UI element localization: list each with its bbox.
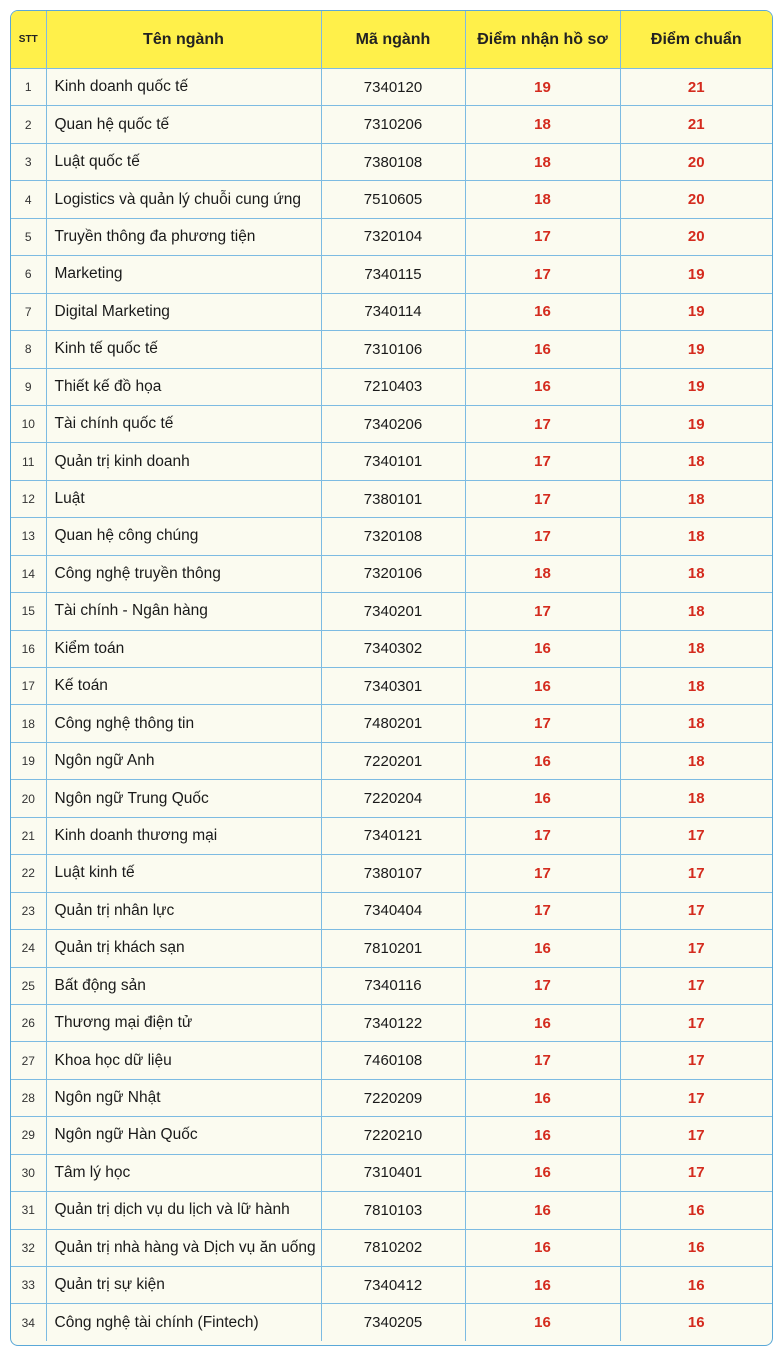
row-min-score: 17	[465, 405, 620, 442]
row-major-code: 7320108	[321, 518, 465, 555]
row-cutoff-score: 16	[620, 1229, 772, 1266]
row-major-name: Quản trị nhà hàng và Dịch vụ ăn uống	[46, 1229, 321, 1266]
row-min-score: 16	[465, 930, 620, 967]
row-stt: 27	[11, 1042, 46, 1079]
table-row	[11, 518, 772, 555]
row-major-name: Bất động sản	[46, 967, 321, 1004]
row-min-score: 17	[465, 218, 620, 255]
row-min-score: 16	[465, 1079, 620, 1116]
row-stt: 20	[11, 780, 46, 817]
row-stt: 21	[11, 817, 46, 854]
row-min-score: 16	[465, 293, 620, 330]
row-major-code: 7810202	[321, 1229, 465, 1266]
table-row	[11, 293, 772, 330]
row-cutoff-score: 18	[620, 630, 772, 667]
row-min-score: 16	[465, 1267, 620, 1304]
row-major-code: 7380107	[321, 855, 465, 892]
row-stt: 1	[11, 69, 46, 106]
row-major-name: Luật	[46, 480, 321, 517]
row-major-name: Ngôn ngữ Nhật	[46, 1079, 321, 1116]
row-major-name: Kinh doanh quốc tế	[46, 69, 321, 106]
row-min-score: 17	[465, 892, 620, 929]
row-min-score: 19	[465, 69, 620, 106]
row-min-score: 16	[465, 1117, 620, 1154]
header-major-name: Tên ngành	[46, 11, 321, 69]
row-major-name: Quản trị sự kiện	[46, 1267, 321, 1304]
row-stt: 29	[11, 1117, 46, 1154]
row-stt: 25	[11, 967, 46, 1004]
row-major-name: Kiểm toán	[46, 630, 321, 667]
row-min-score: 16	[465, 331, 620, 368]
row-min-score: 16	[465, 1154, 620, 1191]
row-cutoff-score: 16	[620, 1267, 772, 1304]
row-stt: 4	[11, 181, 46, 218]
row-major-code: 7310106	[321, 331, 465, 368]
table-row	[11, 1229, 772, 1266]
row-major-name: Quản trị khách sạn	[46, 930, 321, 967]
table-row	[11, 443, 772, 480]
row-major-code: 7220210	[321, 1117, 465, 1154]
table-row	[11, 930, 772, 967]
table-row	[11, 817, 772, 854]
row-stt: 9	[11, 368, 46, 405]
row-major-name: Luật quốc tế	[46, 143, 321, 180]
row-cutoff-score: 17	[620, 1042, 772, 1079]
row-min-score: 17	[465, 817, 620, 854]
table-row	[11, 1042, 772, 1079]
header-stt: STT	[11, 11, 46, 69]
table-row	[11, 668, 772, 705]
row-stt: 30	[11, 1154, 46, 1191]
row-major-name: Thương mại điện tử	[46, 1004, 321, 1041]
header-min-score: Điểm nhận hồ sơ	[465, 11, 620, 69]
row-cutoff-score: 19	[620, 368, 772, 405]
row-major-code: 7340121	[321, 817, 465, 854]
row-major-code: 7340120	[321, 69, 465, 106]
table-row	[11, 593, 772, 630]
row-min-score: 17	[465, 518, 620, 555]
table-row	[11, 555, 772, 592]
row-cutoff-score: 20	[620, 181, 772, 218]
row-major-name: Ngôn ngữ Trung Quốc	[46, 780, 321, 817]
row-cutoff-score: 18	[620, 480, 772, 517]
row-major-name: Quản trị dịch vụ du lịch và lữ hành	[46, 1192, 321, 1229]
row-major-code: 7210403	[321, 368, 465, 405]
table-row	[11, 1154, 772, 1191]
row-major-code: 7460108	[321, 1042, 465, 1079]
row-cutoff-score: 17	[620, 892, 772, 929]
table-row	[11, 218, 772, 255]
row-major-name: Ngôn ngữ Hàn Quốc	[46, 1117, 321, 1154]
row-major-name: Kế toán	[46, 668, 321, 705]
row-stt: 16	[11, 630, 46, 667]
row-stt: 33	[11, 1267, 46, 1304]
table-row	[11, 1004, 772, 1041]
row-min-score: 16	[465, 368, 620, 405]
row-major-name: Logistics và quản lý chuỗi cung ứng	[46, 181, 321, 218]
table-row	[11, 892, 772, 929]
row-cutoff-score: 17	[620, 1117, 772, 1154]
row-major-name: Khoa học dữ liệu	[46, 1042, 321, 1079]
row-major-code: 7340301	[321, 668, 465, 705]
row-min-score: 17	[465, 705, 620, 742]
row-major-name: Thiết kế đồ họa	[46, 368, 321, 405]
admission-score-table	[11, 11, 772, 1341]
row-major-name: Quan hệ công chúng	[46, 518, 321, 555]
row-cutoff-score: 17	[620, 855, 772, 892]
row-major-code: 7340404	[321, 892, 465, 929]
row-major-name: Tâm lý học	[46, 1154, 321, 1191]
row-stt: 18	[11, 705, 46, 742]
header-row	[11, 11, 772, 69]
row-major-name: Công nghệ tài chính (Fintech)	[46, 1304, 321, 1341]
row-min-score: 18	[465, 143, 620, 180]
row-major-code: 7510605	[321, 181, 465, 218]
row-major-code: 7380101	[321, 480, 465, 517]
row-stt: 31	[11, 1192, 46, 1229]
table-row	[11, 742, 772, 779]
row-cutoff-score: 21	[620, 69, 772, 106]
row-cutoff-score: 20	[620, 218, 772, 255]
row-major-code: 7340116	[321, 967, 465, 1004]
table-row	[11, 256, 772, 293]
row-cutoff-score: 18	[620, 780, 772, 817]
table-row	[11, 1192, 772, 1229]
row-cutoff-score: 17	[620, 817, 772, 854]
row-cutoff-score: 17	[620, 1004, 772, 1041]
row-min-score: 16	[465, 1004, 620, 1041]
row-major-code: 7810103	[321, 1192, 465, 1229]
row-cutoff-score: 18	[620, 555, 772, 592]
row-cutoff-score: 18	[620, 705, 772, 742]
row-major-code: 7340122	[321, 1004, 465, 1041]
table-row	[11, 780, 772, 817]
row-cutoff-score: 17	[620, 967, 772, 1004]
row-stt: 32	[11, 1229, 46, 1266]
row-cutoff-score: 17	[620, 1079, 772, 1116]
row-cutoff-score: 20	[620, 143, 772, 180]
header-cutoff-score: Điểm chuẩn	[620, 11, 772, 69]
table-row	[11, 967, 772, 1004]
table-row	[11, 1117, 772, 1154]
row-cutoff-score: 18	[620, 593, 772, 630]
row-cutoff-score: 18	[620, 443, 772, 480]
row-major-code: 7340205	[321, 1304, 465, 1341]
row-stt: 2	[11, 106, 46, 143]
row-major-code: 7480201	[321, 705, 465, 742]
row-major-code: 7310206	[321, 106, 465, 143]
row-stt: 13	[11, 518, 46, 555]
row-stt: 11	[11, 443, 46, 480]
table-row	[11, 630, 772, 667]
row-cutoff-score: 21	[620, 106, 772, 143]
row-major-name: Quan hệ quốc tế	[46, 106, 321, 143]
row-min-score: 16	[465, 1229, 620, 1266]
row-cutoff-score: 17	[620, 930, 772, 967]
row-major-code: 7340101	[321, 443, 465, 480]
row-min-score: 17	[465, 443, 620, 480]
row-major-code: 7220204	[321, 780, 465, 817]
row-stt: 24	[11, 930, 46, 967]
row-min-score: 17	[465, 967, 620, 1004]
table-row	[11, 405, 772, 442]
row-min-score: 16	[465, 780, 620, 817]
row-min-score: 17	[465, 855, 620, 892]
row-major-code: 7340302	[321, 630, 465, 667]
row-min-score: 16	[465, 742, 620, 779]
row-stt: 5	[11, 218, 46, 255]
row-stt: 8	[11, 331, 46, 368]
row-major-name: Kinh doanh thương mại	[46, 817, 321, 854]
admission-score-table-card	[10, 10, 773, 1346]
row-stt: 22	[11, 855, 46, 892]
row-stt: 6	[11, 256, 46, 293]
header-major-code: Mã ngành	[321, 11, 465, 69]
row-major-code: 7810201	[321, 930, 465, 967]
row-min-score: 18	[465, 106, 620, 143]
row-cutoff-score: 17	[620, 1154, 772, 1191]
row-major-code: 7310401	[321, 1154, 465, 1191]
row-cutoff-score: 18	[620, 742, 772, 779]
row-major-code: 7220201	[321, 742, 465, 779]
row-stt: 34	[11, 1304, 46, 1341]
row-cutoff-score: 18	[620, 518, 772, 555]
row-cutoff-score: 16	[620, 1192, 772, 1229]
table-row	[11, 705, 772, 742]
row-major-code: 7340412	[321, 1267, 465, 1304]
row-major-name: Kinh tế quốc tế	[46, 331, 321, 368]
row-cutoff-score: 19	[620, 256, 772, 293]
row-major-code: 7320106	[321, 555, 465, 592]
row-min-score: 16	[465, 1304, 620, 1341]
row-min-score: 18	[465, 555, 620, 592]
row-major-name: Ngôn ngữ Anh	[46, 742, 321, 779]
row-major-name: Digital Marketing	[46, 293, 321, 330]
row-major-name: Marketing	[46, 256, 321, 293]
row-cutoff-score: 16	[687, 1314, 705, 1332]
table-row	[11, 368, 772, 405]
row-min-score: 16	[465, 1192, 620, 1229]
table-row	[11, 855, 772, 892]
row-stt: 12	[11, 480, 46, 517]
row-major-code: 7220209	[321, 1079, 465, 1116]
row-major-name: Tài chính - Ngân hàng	[46, 593, 321, 630]
row-min-score: 17	[465, 593, 620, 630]
row-major-code: 7380108	[321, 143, 465, 180]
table-row	[11, 480, 772, 517]
row-cutoff-score: 19	[620, 293, 772, 330]
row-min-score: 17	[465, 1042, 620, 1079]
row-stt: 7	[11, 293, 46, 330]
table-row	[11, 69, 772, 106]
row-stt: 15	[11, 593, 46, 630]
table-header	[11, 11, 772, 69]
row-major-code: 7340206	[321, 405, 465, 442]
row-cutoff-score: 19	[620, 405, 772, 442]
row-stt: 26	[11, 1004, 46, 1041]
row-stt: 19	[11, 742, 46, 779]
table-row	[11, 106, 772, 143]
row-major-name: Luật kinh tế	[46, 855, 321, 892]
row-cutoff-score: 18	[620, 668, 772, 705]
row-stt: 23	[11, 892, 46, 929]
row-min-score: 17	[465, 480, 620, 517]
row-major-name: Quản trị kinh doanh	[46, 443, 321, 480]
row-min-score: 18	[465, 181, 620, 218]
table-row	[11, 143, 772, 180]
row-min-score: 16	[465, 630, 620, 667]
row-stt: 17	[11, 668, 46, 705]
row-min-score: 16	[465, 668, 620, 705]
table-row	[11, 1267, 772, 1304]
row-major-name: Công nghệ truyền thông	[46, 555, 321, 592]
table-row	[11, 331, 772, 368]
row-major-name: Quản trị nhân lực	[46, 892, 321, 929]
row-stt: 14	[11, 555, 46, 592]
row-major-name: Tài chính quốc tế	[46, 405, 321, 442]
row-cutoff-score: 19	[620, 331, 772, 368]
row-stt: 10	[11, 405, 46, 442]
table-row	[11, 1079, 772, 1116]
row-major-code: 7340115	[321, 256, 465, 293]
row-major-code: 7340201	[321, 593, 465, 630]
row-stt: 28	[11, 1079, 46, 1116]
table-row	[11, 1304, 772, 1341]
row-major-code: 7340114	[321, 293, 465, 330]
row-min-score: 17	[465, 256, 620, 293]
table-row	[11, 181, 772, 218]
table-body	[11, 69, 772, 1341]
row-major-name: Công nghệ thông tin	[46, 705, 321, 742]
row-major-code: 7320104	[321, 218, 465, 255]
row-stt: 3	[11, 143, 46, 180]
row-major-name: Truyền thông đa phương tiện	[46, 218, 321, 255]
